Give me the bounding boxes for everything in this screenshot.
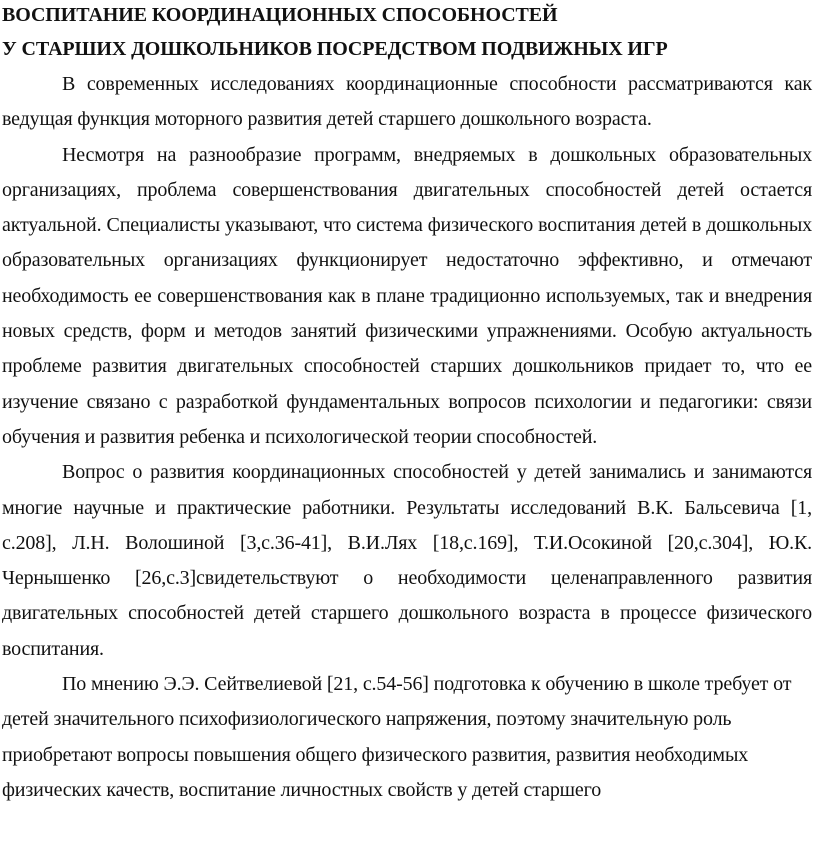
document-title (2, 0, 812, 66)
paragraph-1: В современных исследованиях координационные способности рассматриваются как ведущая функция моторного развития детей старшего дошкольного возраста. (2, 73, 812, 131)
paragraph-2: Несмотря на разнообразие программ, внедряемых в дошкольных образовательных организациях, проблема совершенствования двигательных способностей детей остается актуальной. Специалисты указывают, что система физического воспитания детей в дошкольных образовательных организациях функционирует недостаточно эффективно, и отмечают необходимость ее совершенствования как в плане традиционно используемых, так и внедрения новых средств, форм и методов занятий физическими упражнениями. Особую актуальность проблеме развития двигательных способностей старших дошкольников придает то, что ее изучение связано с разработкой фундаментальных вопросов психологии и педагогики: связи обучения и развития ребенка и психологической теории способностей. (2, 143, 812, 448)
paragraph-4: По мнению Э.Э. Сейтвелиевой [21, с.54-56] подготовка к обучению в школе требует от детей значительного психофизиологического напряжения, поэтому значительную роль приобретают вопросы повышения общего физического развития, развития необходимых физических качеств, воспитание личностных свойств у детей старшего (2, 673, 792, 801)
title-line-2: У СТАРШИХ ДОШКОЛЬНИКОВ ПОСРЕДСТВОМ ПОДВИЖНЫХ ИГР (2, 38, 668, 60)
title-line-1: ВОСПИТАНИЕ КООРДИНАЦИОННЫХ СПОСОБНОСТЕЙ (2, 4, 558, 26)
paragraph-3: Вопрос о развития координационных способностей у детей занимались и занимаются многие научные и практические работники. Результаты исследований В.К. Бальсевича [1, с.208], Л.Н. Волошиной [3,с.36-41], В.И.Лях [18,с.169], Т.И.Осокиной [20,с.304], Ю.К. Чернышенко [26,с.3]свидетельствуют о необходимости целенаправленного развития двигательных способностей детей старшего дошкольного возраста в процессе физического воспитания. (2, 461, 812, 660)
